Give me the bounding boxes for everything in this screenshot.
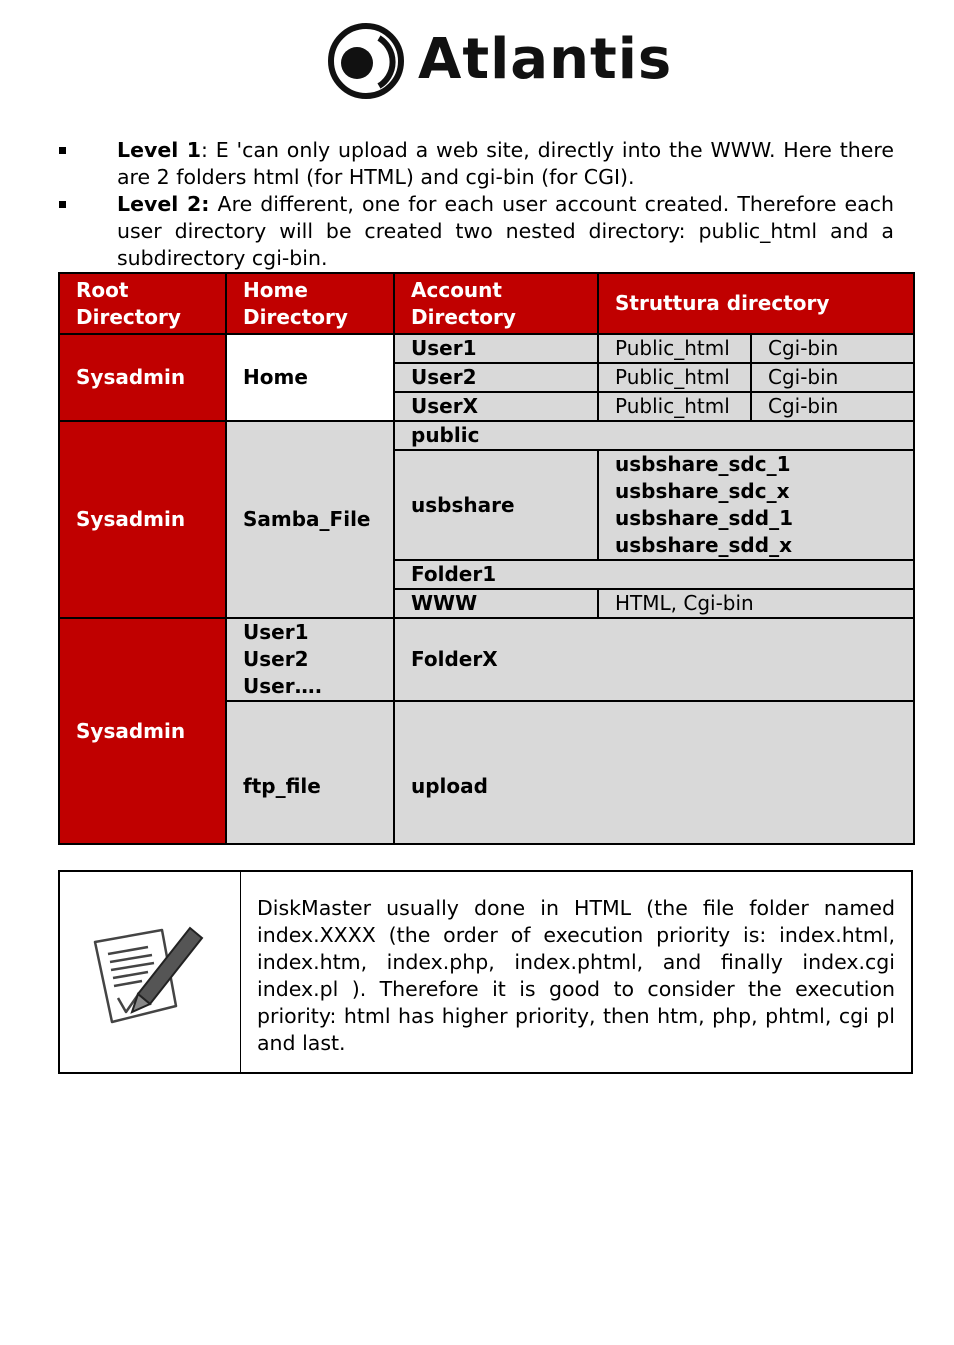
usbshare-item: usbshare_sdd_1 bbox=[615, 506, 793, 530]
note-icon-cell bbox=[60, 872, 241, 1072]
account-cell: usbshare bbox=[394, 450, 598, 560]
header-struttura-directory: Struttura directory bbox=[598, 273, 914, 334]
level-2-label: Level 2: bbox=[117, 192, 210, 216]
bullet-icon bbox=[59, 147, 66, 154]
structure-cell bbox=[598, 450, 914, 560]
header-home-directory: Home Directory bbox=[226, 273, 394, 334]
header-account-directory: Account Directory bbox=[394, 273, 598, 334]
account-cell: UserX bbox=[394, 392, 598, 421]
structure-cell: Public_html bbox=[598, 334, 751, 363]
note-text: DiskMaster usually done in HTML (the file folder named index.XXXX (the order of execution priority is: index.html, index.htm, index.php, index.phtml, and finally index.cgi index.pl ). Therefore it is good to consider the execution priority: html has higher priority, then htm, php, phtml, cgi pl and last. bbox=[257, 896, 895, 1055]
usbshare-item: usbshare_sdc_x bbox=[615, 479, 790, 503]
account-cell: FolderX bbox=[394, 618, 914, 701]
user-item: User…. bbox=[243, 674, 323, 698]
user-item: User1 bbox=[243, 620, 309, 644]
table-row bbox=[59, 618, 914, 701]
usbshare-item: usbshare_sdd_x bbox=[615, 533, 792, 557]
table-row bbox=[59, 334, 914, 363]
note-box bbox=[58, 870, 913, 1074]
user-item: User2 bbox=[243, 647, 309, 671]
bullet-icon bbox=[59, 201, 66, 208]
account-cell: Folder1 bbox=[394, 560, 914, 589]
level-2-text: Are different, one for each user account created. Therefore each user directory will be created two nested directory: public_html and a subdirectory cgi-bin. bbox=[117, 192, 894, 270]
structure-cell: Cgi-bin bbox=[751, 334, 914, 363]
atlantis-logo bbox=[325, 20, 673, 102]
root-cell: Sysadmin bbox=[59, 334, 226, 421]
home-cell: Samba_File bbox=[226, 421, 394, 618]
account-cell: public bbox=[394, 421, 914, 450]
home-cell: ftp_file bbox=[226, 701, 394, 844]
root-cell: Sysadmin bbox=[59, 618, 226, 844]
header-root-directory: Root Directory bbox=[59, 273, 226, 334]
list-item bbox=[58, 191, 894, 272]
logo-text: Atlantis bbox=[418, 27, 673, 92]
table-row bbox=[59, 421, 914, 450]
structure-cell: Cgi-bin bbox=[751, 392, 914, 421]
home-cell: Home bbox=[226, 334, 394, 421]
level-1-label: Level 1 bbox=[117, 138, 201, 162]
note-pencil-icon bbox=[90, 920, 210, 1030]
level-list bbox=[58, 137, 894, 272]
list-item bbox=[58, 137, 894, 191]
root-cell: Sysadmin bbox=[59, 421, 226, 618]
account-cell: upload bbox=[394, 701, 914, 844]
account-cell: WWW bbox=[394, 589, 598, 618]
structure-cell: Public_html bbox=[598, 363, 751, 392]
table-header-row bbox=[59, 273, 914, 334]
usbshare-item: usbshare_sdc_1 bbox=[615, 452, 791, 476]
account-cell: User2 bbox=[394, 363, 598, 392]
structure-cell: Public_html bbox=[598, 392, 751, 421]
home-cell bbox=[226, 618, 394, 701]
directory-table bbox=[58, 272, 915, 845]
account-cell: User1 bbox=[394, 334, 598, 363]
structure-cell: Cgi-bin bbox=[751, 363, 914, 392]
logo-mark-icon bbox=[325, 20, 407, 102]
structure-cell: HTML, Cgi-bin bbox=[598, 589, 914, 618]
level-1-text: : E 'can only upload a web site, directly into the WWW. Here there are 2 folders html (for HTML) and cgi-bin (for CGI). bbox=[117, 138, 894, 189]
